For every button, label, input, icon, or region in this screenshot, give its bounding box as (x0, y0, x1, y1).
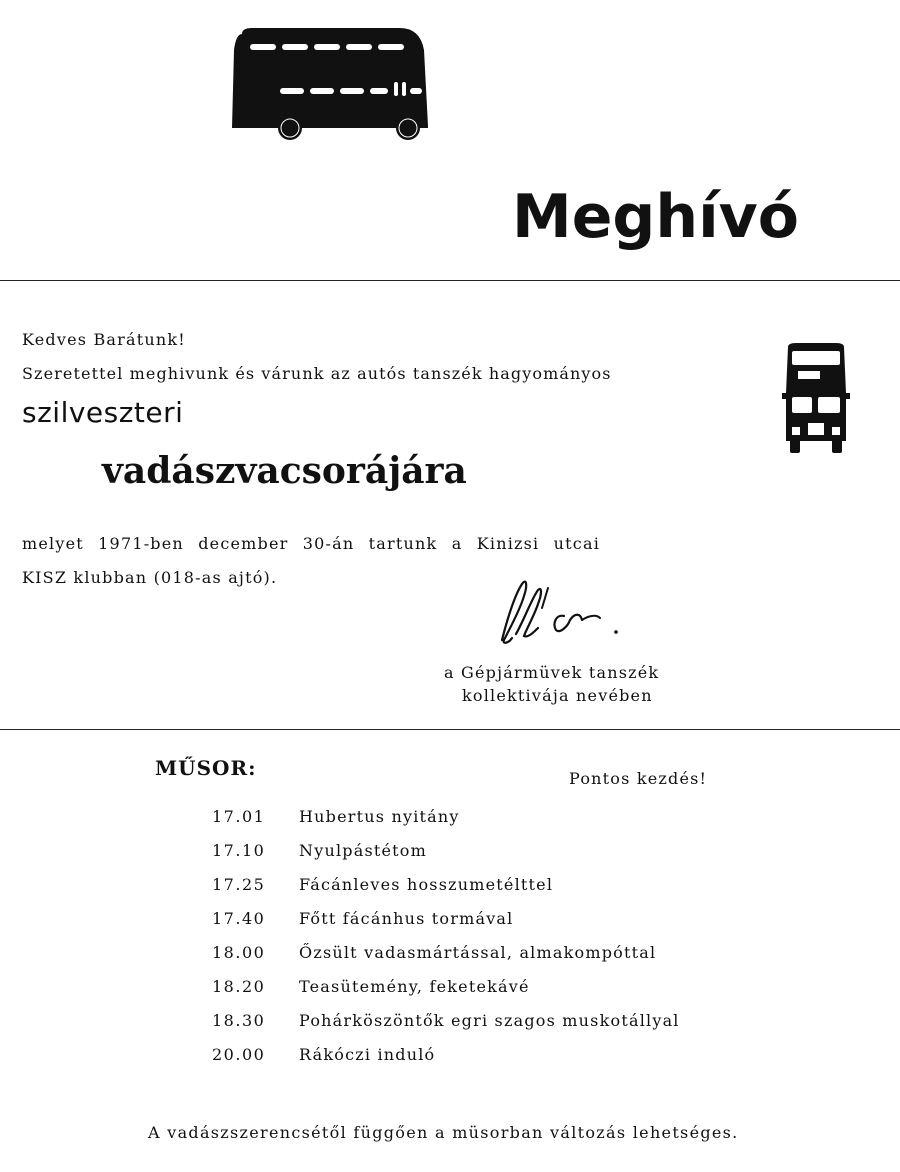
event-details-line-1: melyet 1971-ben december 30-án tartunk a Kinizsi utcai (22, 534, 601, 553)
event-line-2: vadászvacsorájára (102, 450, 467, 492)
organizer-line-2: kollektivája nevében (462, 686, 653, 705)
divider-top (0, 280, 900, 281)
program-time: 17.01 (212, 807, 266, 826)
program-time: 17.25 (212, 875, 266, 894)
program-item: Fácánleves hosszumetélttel (299, 875, 554, 894)
intro-text: Szeretettel meghivunk és várunk az autós tanszék hagyományos (22, 364, 612, 383)
program-item: Pohárköszöntők egri szagos muskotállyal (299, 1011, 680, 1030)
program-item: Hubertus nyitány (299, 807, 460, 826)
program-time: 18.00 (212, 943, 266, 962)
greeting: Kedves Barátunk! (22, 330, 186, 349)
program-time: 17.40 (212, 909, 266, 928)
program-item: Rákóczi induló (299, 1045, 436, 1064)
page-title: Meghívó (512, 182, 799, 252)
double-decker-bus-icon (232, 28, 428, 140)
divider-middle (0, 729, 900, 730)
program-heading: MŰSOR: (155, 756, 257, 780)
program-time: 17.10 (212, 841, 266, 860)
program-item: Nyulpástétom (299, 841, 427, 860)
program-item: Teasütemény, feketekávé (299, 977, 530, 996)
organizer-line-1: a Gépjármüvek tanszék (444, 663, 660, 682)
event-details-line-2: KISZ klubban (018-as ajtó). (22, 568, 278, 587)
program-item: Őzsült vadasmártással, almakompóttal (299, 943, 657, 962)
program-item: Főtt fácánhus tormával (299, 909, 514, 928)
program-time: 18.20 (212, 977, 266, 996)
footer-note: A vadászszerencsétől függően a müsorban változás lehetséges. (148, 1123, 739, 1142)
program-time: 20.00 (212, 1045, 266, 1064)
bus-front-icon (782, 343, 850, 453)
program-note: Pontos kezdés! (569, 769, 708, 788)
handwritten-signature (496, 574, 626, 650)
program-time: 18.30 (212, 1011, 266, 1030)
event-line-1: szilveszteri (22, 396, 184, 429)
